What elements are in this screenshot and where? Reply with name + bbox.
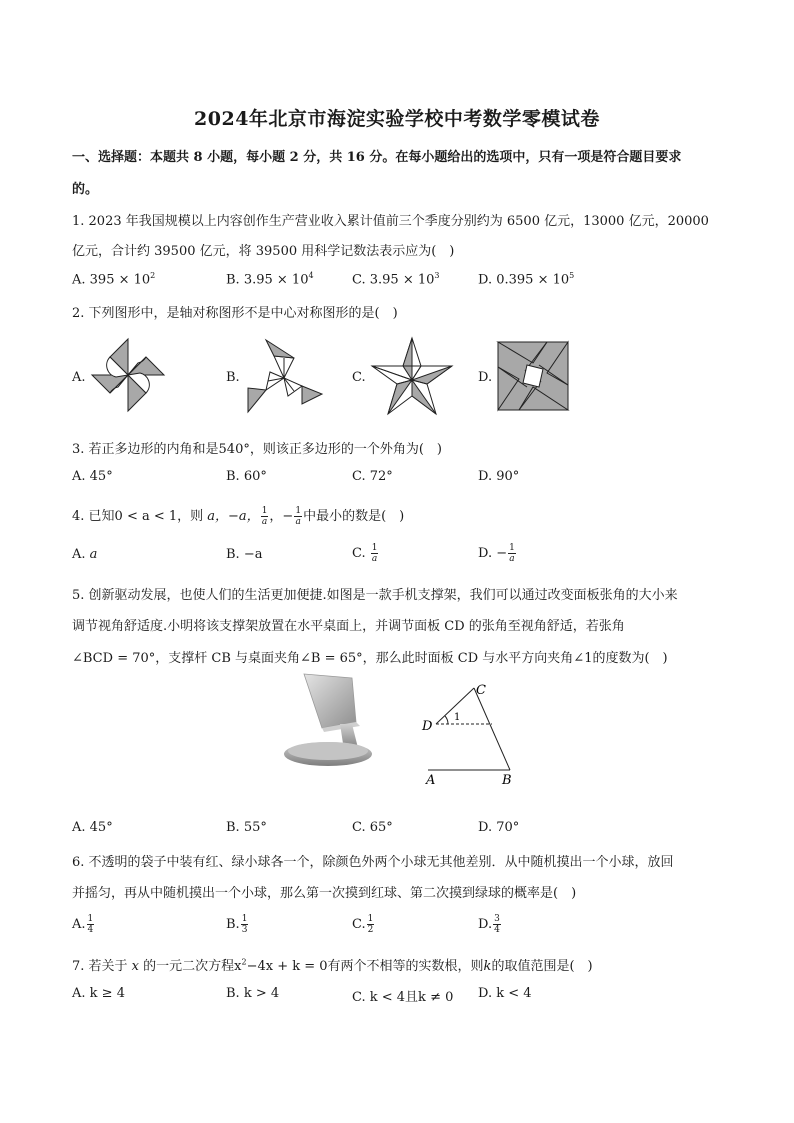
q3-option-b: B. 60°	[226, 469, 267, 484]
q7-option-b: B. k > 4	[226, 986, 280, 1001]
geometry-figure	[420, 680, 530, 790]
q4-option-c: C. $\frac{1}{a}$	[352, 543, 378, 564]
page-title: 2024年北京市海淀实验学校中考数学零模试卷	[194, 108, 600, 130]
q1-option-b: B. $3.95 \times 10^4$	[226, 271, 314, 288]
q2-option-d: D.	[478, 370, 493, 385]
q4-text: 4. 已知0 < a < 1，则 a，−a， $\frac{1}{a}$ ，− $\frac{1}{a}$ 中最小的数是( )	[72, 506, 405, 527]
q6-option-a: A. $\frac{1}{4}$	[72, 914, 94, 935]
q7-text: 7. 若关于 x 的一元二次方程$x^2-4x + k = 0$有两个不相等的实数根，则k的取值范围是( )	[72, 957, 593, 974]
q2-option-a: A.	[72, 370, 86, 385]
q3-option-a: A. 45°	[72, 469, 113, 484]
q5-text: 5. 创新驱动发展，也使人们的生活更加便捷.如图是一款手机支撑架，我们可以通过改变面板张角的大小来	[72, 588, 678, 603]
q1-option-c: C. $3.95 \times 10^3$	[352, 271, 440, 288]
q1-text: 1. 2023 年我国规模以上内容创作生产营业收入累计值前三个季度分别约为 6500 亿元，13000 亿元，20000	[72, 214, 709, 229]
q1-text-cont: 亿元，合计约 39500 亿元，将 39500 用科学记数法表示应为( )	[72, 244, 455, 259]
q6-option-b: B. $\frac{1}{3}$	[226, 914, 248, 935]
q5-option-c: C. 65°	[352, 820, 393, 835]
q6-text-cont: 并摇匀，再从中随机摸出一个小球，那么第一次摸到红球、第二次摸到绿球的概率是( )	[72, 886, 577, 901]
q5-option-b: B. 55°	[226, 820, 267, 835]
label-c: C	[476, 683, 486, 698]
q6-option-c: C. $\frac{1}{2}$	[352, 914, 374, 935]
q4-option-d: D. − $\frac{1}{a}$	[478, 543, 515, 564]
q4-option-b: B. −a	[226, 547, 263, 562]
star-figure	[370, 336, 454, 416]
triple-triangle-figure	[244, 336, 324, 414]
section-heading: 一、选择题：本题共 8 小题，每小题 2 分，共 16 分。在每小题给出的选项中，只有一项是符合题目要求	[72, 150, 682, 165]
q3-option-c: C. 72°	[352, 469, 393, 484]
label-a: A	[426, 773, 436, 788]
q6-option-d: D. $\frac{3}{4}$	[478, 914, 500, 935]
label-d: D	[422, 719, 433, 734]
q3-text: 3. 若正多边形的内角和是540°，则该正多边形的一个外角为( )	[72, 442, 442, 457]
q2-text: 2. 下列图形中，是轴对称图形不是中心对称图形的是( )	[72, 306, 398, 321]
phone-stand-photo	[282, 670, 374, 768]
label-angle-1: 1	[454, 712, 461, 723]
q5-text-cont: 调节视角舒适度.小明将该支撑架放置在水平桌面上，并调节面板 CD 的张角至视角舒适，若张角	[72, 619, 625, 634]
q1-option-d: D. $0.395 \times 10^5$	[478, 271, 575, 288]
q3-option-d: D. 90°	[478, 469, 520, 484]
label-b: B	[502, 773, 512, 788]
q6-text: 6. 不透明的袋子中装有红、绿小球各一个，除颜色外两个小球无其他差别．从中随机摸出一个小球，放回	[72, 855, 674, 870]
pinwheel-figure	[90, 337, 166, 413]
square-pinwheel-figure	[497, 341, 569, 411]
q4-option-a: A. a	[72, 547, 98, 562]
q5-option-d: D. 70°	[478, 820, 520, 835]
q2-option-c: C.	[352, 370, 366, 385]
section-heading-cont: 的。	[72, 182, 99, 197]
q7-option-d: D. k < 4	[478, 986, 532, 1001]
q2-option-b: B.	[226, 370, 240, 385]
q5-text-cont2: ∠BCD = 70°，支撑杆 CB 与桌面夹角∠B = 65°，那么此时面板 CD 与水平方向夹角∠1的度数为( )	[72, 651, 668, 666]
q7-option-c: C. k < 4且k ≠ 0	[352, 990, 454, 1005]
q1-option-a: A. $395 \times 10^2$	[72, 271, 156, 288]
q7-option-a: A. k ≥ 4	[72, 986, 125, 1001]
q5-option-a: A. 45°	[72, 820, 113, 835]
